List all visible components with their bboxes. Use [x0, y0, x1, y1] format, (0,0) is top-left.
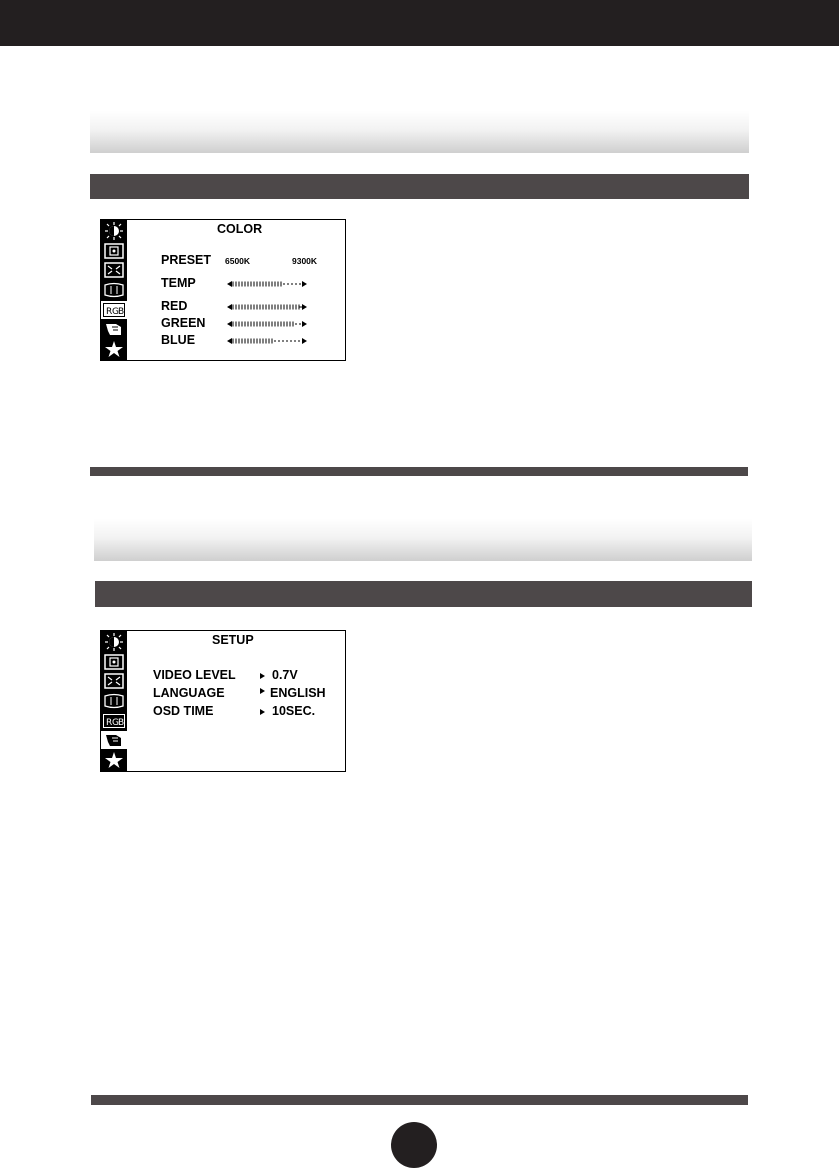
osd-icon-column — [101, 631, 127, 771]
svg-text:R: R — [106, 306, 113, 317]
svg-text:R: R — [106, 717, 113, 728]
position-icon — [101, 242, 127, 260]
preset-9300k: 9300K — [292, 256, 318, 266]
video-level-value: 0.7V — [272, 668, 298, 682]
brightness-contrast-icon — [101, 633, 127, 651]
blue-label: BLUE — [161, 333, 196, 347]
osd-icon-column — [101, 220, 127, 360]
temp-label: TEMP — [161, 276, 196, 290]
arrow-right-icon — [260, 673, 265, 679]
size-icon — [101, 672, 127, 690]
blue-slider — [227, 336, 307, 346]
position-icon — [101, 653, 127, 671]
brightness-contrast-icon — [101, 222, 127, 240]
rgb-icon — [101, 301, 127, 319]
arrow-right-icon — [260, 688, 265, 694]
setup-osd-screen — [100, 630, 346, 772]
video-level-label: VIDEO LEVEL — [153, 668, 236, 682]
preset-6500k: 6500K — [225, 256, 251, 266]
svg-text:B: B — [118, 306, 125, 317]
osd-time-value: 10SEC. — [272, 704, 316, 718]
header-bar — [0, 0, 839, 46]
section-heading-band — [94, 519, 752, 561]
preset-label: PRESET — [161, 253, 212, 267]
svg-text:G: G — [112, 306, 119, 317]
setup-hand-icon — [101, 320, 127, 338]
geometry-icon — [101, 692, 127, 710]
osd-title: COLOR — [217, 222, 263, 236]
section-heading-band — [90, 111, 749, 153]
language-label: LANGUAGE — [153, 686, 225, 700]
language-value: ENGLISH — [270, 686, 326, 700]
arrow-right-icon — [260, 709, 265, 715]
red-slider — [227, 302, 307, 312]
section-divider — [90, 467, 748, 476]
green-slider — [227, 319, 307, 329]
temp-slider — [227, 279, 307, 289]
red-label: RED — [161, 299, 188, 313]
page-number-badge — [391, 1122, 437, 1168]
osd-title: SETUP — [212, 633, 254, 647]
color-osd-screen — [100, 219, 346, 361]
size-icon — [101, 261, 127, 279]
special-star-icon — [101, 340, 127, 358]
footer-divider — [91, 1095, 748, 1105]
geometry-icon — [101, 281, 127, 299]
setup-hand-icon — [101, 731, 127, 749]
green-label: GREEN — [161, 316, 206, 330]
svg-text:G: G — [112, 717, 119, 728]
special-star-icon — [101, 751, 127, 769]
rgb-icon — [101, 712, 127, 730]
subsection-bar — [95, 581, 752, 607]
subsection-bar — [90, 174, 749, 199]
osd-time-label: OSD TIME — [153, 704, 214, 718]
svg-text:B: B — [118, 717, 125, 728]
